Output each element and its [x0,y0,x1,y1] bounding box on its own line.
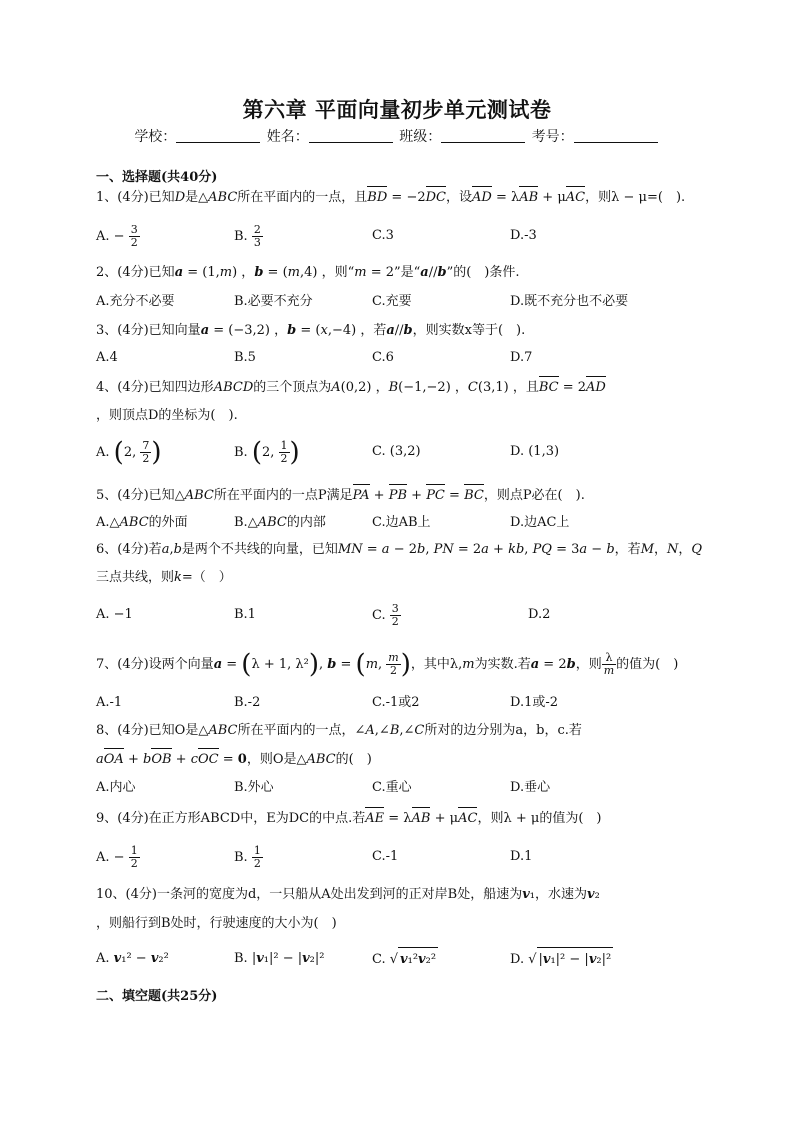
school-blank[interactable] [176,128,260,143]
option-b[interactable]: B.必要不充分 [234,294,313,309]
question-4-options [96,437,736,468]
option-b[interactable]: B.1 [234,607,256,622]
question-3: 3、(4分)已知向量a = (−3,2) ，b = (x,−4) ，若a//b，则实数x等于( ). [96,323,526,338]
option-d[interactable]: D. (1,3) [510,444,560,459]
option-b[interactable]: B. |v₁|² − |v₂|² [234,951,325,966]
option-a[interactable]: A.充分不必要 [96,294,175,309]
option-c[interactable]: C.-1或2 [372,695,420,710]
option-d[interactable]: D.-3 [510,228,537,243]
question-8: 8、(4分)已知O是△ABC所在平面内的一点，∠A,∠B,∠C所对的边分别为a，b，c.若 [96,723,582,738]
option-d[interactable]: D.垂心 [510,780,551,795]
question-9: 9、(4分)在正方形ABCD中，E为DC的中点.若AE = λAB + μAC，则λ + μ的值为( ) [96,809,601,829]
student-info-line [0,126,794,146]
school-label: 学校： [134,129,177,145]
question-2-options [96,290,736,314]
question-6-options [96,603,736,627]
question-8-options [96,776,736,800]
option-a[interactable]: A. −1 [96,607,133,622]
option-c[interactable]: C.重心 [372,780,412,795]
option-a[interactable]: A. − $\frac{3}{2}$ [96,223,138,249]
option-d[interactable]: D. √ |v₁|² − |v₂|² [510,947,613,972]
question-10: 10、(4分)一条河的宽度为d，一只船从A处出发到河的正对岸B处，船速为v₁，水速为v₂ [96,887,600,902]
option-a[interactable]: A. − $\frac{1}{2}$ [96,844,138,870]
question-7-options [96,691,736,715]
option-d[interactable]: D.2 [528,607,551,622]
question-1-options [96,224,736,248]
option-a[interactable]: A. (2, $\frac{7}{2}$ ) [96,437,162,468]
question-5-options [96,511,736,535]
option-a[interactable]: A.△ABC的外面 [96,515,188,530]
option-d[interactable]: D.7 [510,350,533,365]
option-b[interactable]: B. $\frac{2}{3}$ [234,223,261,249]
question-2: 2、(4分)已知a = (1,m) ，b = (m,4) ，则“m = 2”是“a//b”的( )条件. [96,265,520,280]
question-4-line2: ，则顶点D的坐标为( ). [96,408,238,423]
question-8-line2: aOA + bOB + cOC = 0，则O是△ABC的( ) [96,750,372,770]
option-c[interactable]: C. $\frac{3}{2}$ [372,602,399,628]
option-b[interactable]: B. (2, $\frac{1}{2}$ ) [234,437,300,468]
option-a[interactable]: A.-1 [96,695,123,710]
option-d[interactable]: D.1 [510,849,533,864]
option-a[interactable]: A. v₁² − v₂² [96,951,169,966]
section-heading-fill: 二、填空题(共25分) [96,989,218,1004]
option-d[interactable]: D.既不充分也不必要 [510,294,629,309]
id-blank[interactable] [574,128,658,143]
class-label: 班级： [399,129,442,145]
option-c[interactable]: C.充要 [372,294,412,309]
option-c[interactable]: C. (3,2) [372,444,421,459]
question-6-line2: 三点共线，则k=（ ） [96,570,232,585]
name-blank[interactable] [309,128,393,143]
question-5: 5、(4分)已知△ABC所在平面内的一点P满足PA + PB + PC = BC，则点P必在( ). [96,486,585,506]
option-c[interactable]: C.3 [372,228,394,243]
option-c[interactable]: C.边AB上 [372,515,431,530]
option-b[interactable]: B.5 [234,350,256,365]
option-d[interactable]: D.边AC上 [510,515,570,530]
option-c[interactable]: C.-1 [372,849,399,864]
option-b[interactable]: B.△ABC的内部 [234,515,326,530]
question-3-options [96,346,736,370]
question-6: 6、(4分)若a,b是两个不共线的向量，已知MN = a − 2b, PN = 2a + kb, PQ = 3a − b，若M，N，Q [96,542,703,557]
class-blank[interactable] [441,128,525,143]
name-label: 姓名： [266,129,309,145]
option-b[interactable]: B.-2 [234,695,261,710]
option-c[interactable]: C. √ v₁²v₂² [372,947,438,972]
option-b[interactable]: B. $\frac{1}{2}$ [234,844,261,870]
id-label: 考号： [531,129,574,145]
question-10-options [96,947,736,971]
option-a[interactable]: A.内心 [96,780,136,795]
question-1: 1、(4分)已知D是△ABC所在平面内的一点，且BD = −2DC，设AD = λAB + μAC，则λ − μ=( ). [96,188,685,208]
question-9-options [96,845,736,869]
question-7: 7、(4分)设两个向量a = (λ + 1, λ²), b = (m, $\frac{m}{2}$ )，其中λ,m为实数.若a = 2b，则 $\frac{\lambda}{m}$ 的值为( ) [96,649,679,680]
option-c[interactable]: C.6 [372,350,394,365]
section-heading-choice: 一、选择题(共40分) [96,170,218,185]
option-b[interactable]: B.外心 [234,780,274,795]
option-d[interactable]: D.1或-2 [510,695,559,710]
page-title: 第六章 平面向量初步单元测试卷 [242,97,552,122]
option-a[interactable]: A.4 [96,350,118,365]
question-10-line2: ，则船行到B处时，行驶速度的大小为( ) [96,916,337,931]
question-4: 4、(4分)已知四边形ABCD的三个顶点为A(0,2) ，B(−1,−2) ，C(3,1) ，且BC = 2AD [96,378,606,398]
